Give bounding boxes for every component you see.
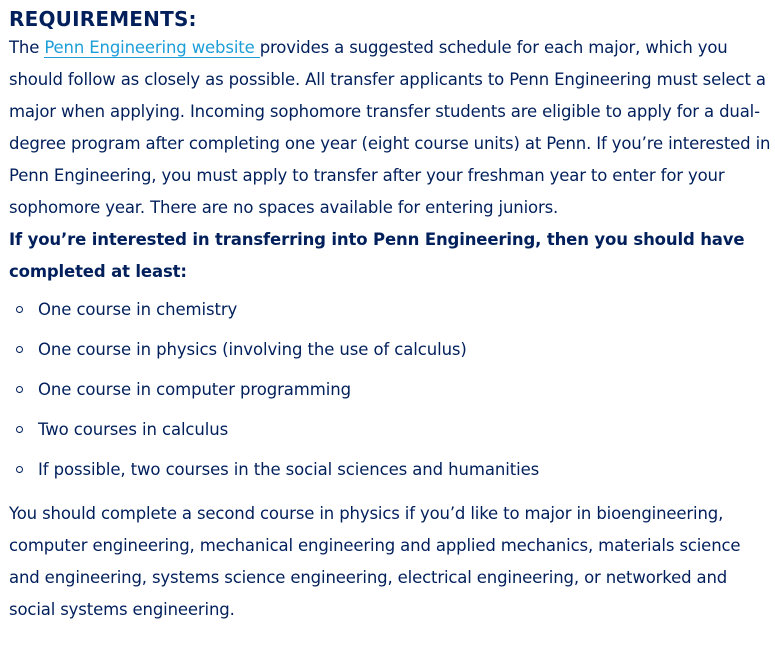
list-item — [9, 458, 775, 482]
intro-text-after-link: provides a suggested schedule for each major, which you should follow as closely as possible. All transfer applicants to Penn Engineering must select a major when applying. Incoming sophomore transfer students are eligible to apply for a dual-degree program after completing one year (eight course units) at Penn. If you’re interested in Penn Engineering, you must apply to transfer after your freshman year to enter for your sophomore year. There are no spaces available for entering juniors. — [9, 38, 771, 217]
circle-bullet-icon — [16, 386, 23, 393]
list-item — [9, 418, 775, 442]
list-item-text: One course in physics (involving the use of calculus) — [38, 340, 467, 359]
list-item — [9, 298, 775, 322]
list-item-text: One course in chemistry — [38, 300, 238, 319]
circle-bullet-icon — [16, 306, 23, 313]
circle-bullet-icon — [16, 426, 23, 433]
requirements-list — [9, 298, 775, 482]
intro-text-before-link: The — [9, 38, 45, 57]
penn-engineering-website-link[interactable]: Penn Engineering website — [44, 38, 260, 57]
circle-bullet-icon — [16, 466, 23, 473]
section-heading: REQUIREMENTS: — [9, 7, 197, 31]
list-item-text: If possible, two courses in the social sciences and humanities — [38, 460, 540, 479]
list-item — [9, 378, 775, 402]
requirements-lead: If you’re interested in transferring into Penn Engineering, then you should have completed at least: — [9, 230, 745, 281]
list-item — [9, 338, 775, 362]
closing-paragraph: You should complete a second course in physics if you’d like to major in bioengineering, computer engineering, mechanical engineering and applied mechanics, materials science and engineering, systems science engineering, electrical engineering, or networked and social systems engineering. — [9, 504, 741, 619]
intro-paragraph — [9, 32, 775, 224]
circle-bullet-icon — [16, 346, 23, 353]
list-item-text: One course in computer programming — [38, 380, 351, 399]
list-item-text: Two courses in calculus — [38, 420, 229, 439]
